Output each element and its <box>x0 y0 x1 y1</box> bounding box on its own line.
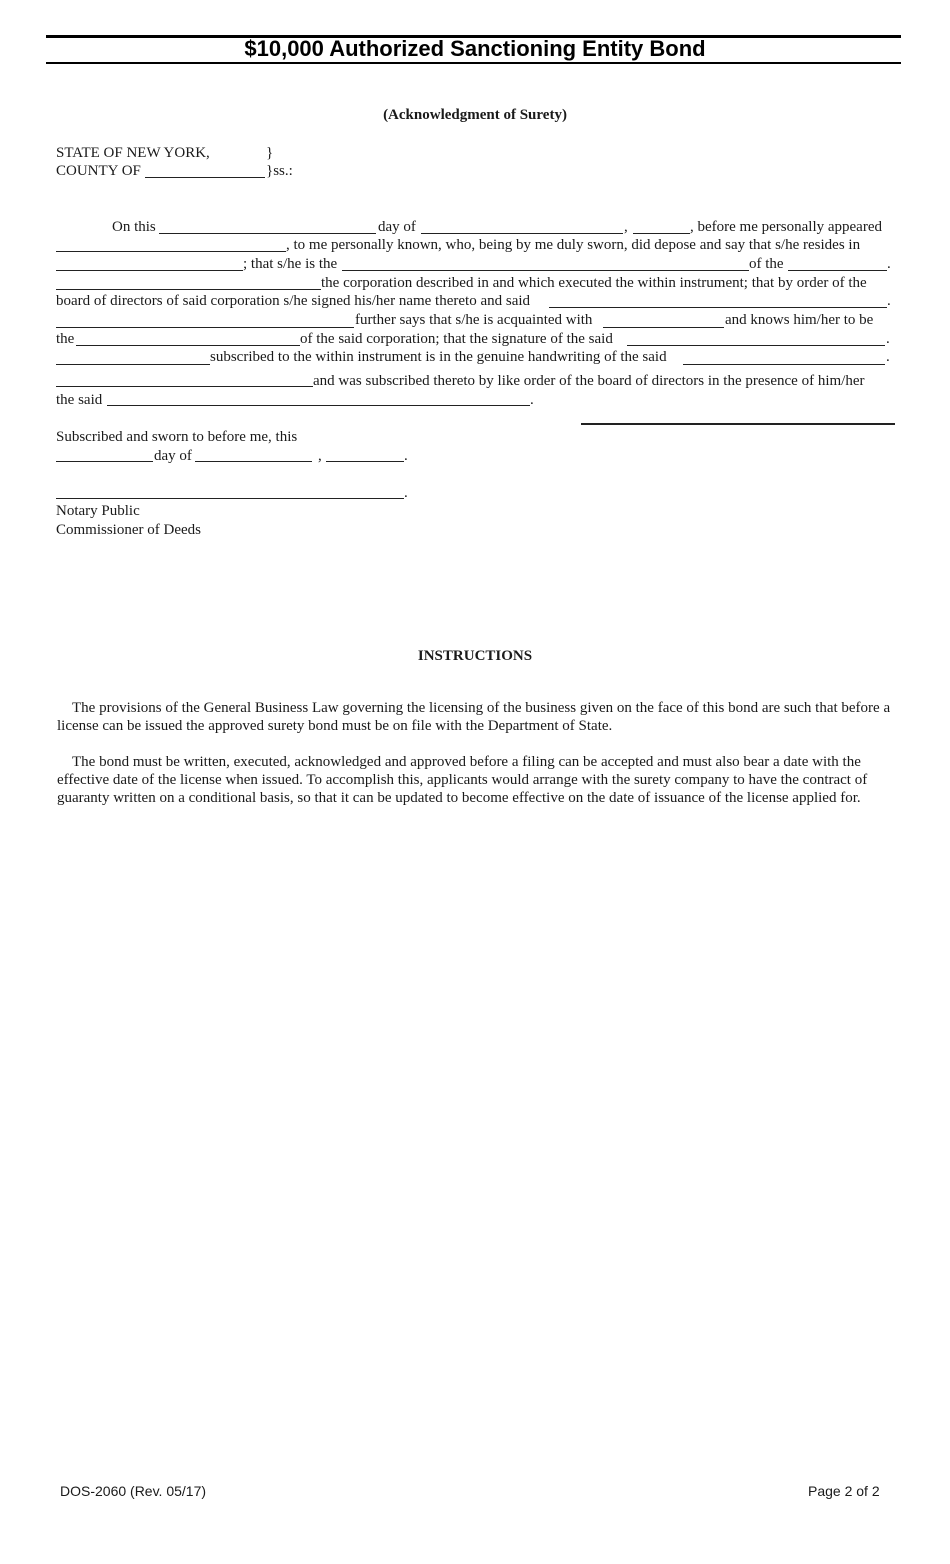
sworn-month-field[interactable] <box>195 461 312 462</box>
comma-1: , <box>624 219 628 235</box>
the-said-text: the said <box>56 392 103 408</box>
page-number: Page 2 of 2 <box>808 1483 880 1499</box>
corporation-described-text: the corporation described in and which executed the within instrument; that by order of the <box>321 275 867 291</box>
corporation-name-field[interactable] <box>56 364 210 365</box>
page-title: $10,000 Authorized Sanctioning Entity Bond <box>244 36 706 61</box>
instructions-paragraph-1: The provisions of the General Business Law governing the licensing of the business given on the face of this bond are such that before a license can be issued the approved surety bond must be on file with the Department of State. <box>57 700 891 734</box>
acquainted-with-field[interactable] <box>603 327 724 328</box>
subscribed-within-text: subscribed to the within instrument is in the genuine handwriting of the said <box>210 349 667 365</box>
the-text: the <box>56 331 75 347</box>
period-2: . <box>887 293 891 309</box>
county-label: COUNTY OF <box>56 163 141 179</box>
sworn-period: . <box>404 448 408 464</box>
corporation-field[interactable] <box>56 289 321 290</box>
county-field[interactable] <box>145 177 265 178</box>
state-brace: } <box>266 145 274 161</box>
surety-signature-line[interactable] <box>581 423 895 425</box>
form-id: DOS-2060 (Rev. 05/17) <box>60 1483 207 1499</box>
sworn-year-field[interactable] <box>326 461 404 462</box>
notary-public-label: Notary Public <box>56 503 140 519</box>
of-the-text: of the <box>749 256 784 272</box>
state-line: STATE OF NEW YORK, <box>56 145 210 161</box>
residence-field[interactable] <box>56 270 243 271</box>
deponent-name-field[interactable] <box>56 327 354 328</box>
title-field[interactable] <box>342 270 749 271</box>
sworn-day-of-label: day of <box>154 448 192 464</box>
company-field[interactable] <box>788 270 887 271</box>
notary-signature-line[interactable] <box>56 498 404 499</box>
year-field[interactable] <box>633 233 690 234</box>
on-this-label: On this <box>112 219 156 235</box>
instructions-body <box>57 699 907 825</box>
personally-known-text: , to me personally known, who, being by me duly sworn, did depose and say that s/he resides in <box>286 237 861 253</box>
appeared-name-field[interactable] <box>56 251 286 252</box>
the-said-field[interactable] <box>107 405 530 406</box>
sworn-comma: , <box>318 448 322 464</box>
day-number-field[interactable] <box>159 233 376 234</box>
knows-him-text: and knows him/her to be <box>725 312 874 328</box>
said-name-field-2[interactable] <box>683 364 885 365</box>
said-name-field-1[interactable] <box>549 307 887 308</box>
before-me-text: , before me personally appeared <box>690 219 882 235</box>
sworn-text: Subscribed and sworn to before me, this <box>56 429 298 445</box>
period-5: . <box>530 392 534 408</box>
title-rule-bottom <box>46 62 901 64</box>
was-subscribed-text: and was subscribed thereto by like order of the board of directors in the presence of him/her <box>313 373 865 389</box>
sworn-day-field[interactable] <box>56 461 153 462</box>
witness-name-field[interactable] <box>56 386 313 387</box>
instructions-paragraph-2: The bond must be written, executed, acknowledged and approved before a filing can be accepted and must also bear a date with the effective date of the license when issued. To accomplish this, applicants would arrange with the surety company to have the contract of guaranty written on a conditional basis, so that it can be updated to become effective on the date of issuance of the license applied for. <box>57 754 868 806</box>
notary-period: . <box>404 485 408 501</box>
instructions-heading: INSTRUCTIONS <box>417 648 533 664</box>
month-field[interactable] <box>421 233 623 234</box>
day-of-label: day of <box>378 219 416 235</box>
acknowledgment-heading: (Acknowledgment of Surety) <box>383 107 567 123</box>
of-said-corp-text: of the said corporation; that the signature of the said <box>300 331 613 347</box>
board-signed-text: board of directors of said corporation s/he signed his/her name thereto and said <box>56 293 531 309</box>
commissioner-label: Commissioner of Deeds <box>56 522 201 538</box>
office-field[interactable] <box>76 345 300 346</box>
period-1: . <box>887 256 891 272</box>
period-3: . <box>886 331 890 347</box>
further-says-text: further says that s/he is acquainted with <box>355 312 593 328</box>
county-ss: }ss.: <box>266 163 293 179</box>
that-she-is-text: ; that s/he is the <box>243 256 338 272</box>
period-4: . <box>886 349 890 365</box>
signatory-field[interactable] <box>627 345 885 346</box>
